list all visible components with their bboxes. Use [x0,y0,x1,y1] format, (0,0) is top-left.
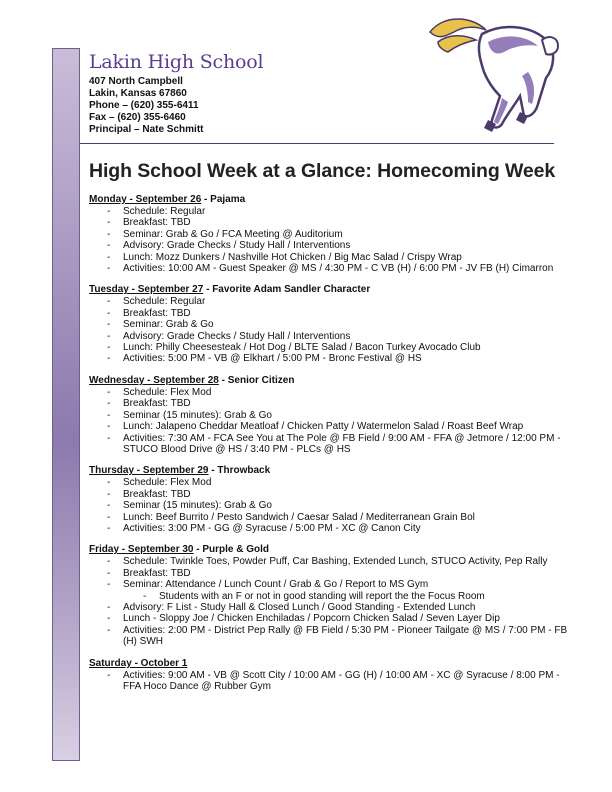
day-date: Thursday - September 29 [89,465,209,477]
list-item: - Seminar: Grab & Go / FCA Meeting @ Auditorium [89,229,569,240]
day-thursday [89,465,569,534]
list-item: - Schedule: Twinkle Toes, Powder Puff, Car Bashing, Extended Lunch, STUCO Activity, Pep Rally [89,556,569,567]
list-item: - Lunch: Philly Cheesesteak / Hot Dog / BLTE Salad / Bacon Turkey Avocado Club [89,342,569,353]
bronco-mascot-logo [424,12,560,136]
day-theme: - Senior Citizen [218,374,295,386]
day-heading [89,658,569,670]
address-phone: Phone – (620) 355-6411 [89,100,199,111]
address-street: 407 North Campbell [89,76,183,87]
list-item: - Lunch: Jalapeno Cheddar Meatloaf / Chicken Patty / Watermelon Salad / Roast Beef Wrap [89,421,569,432]
list-item: - Schedule: Flex Mod [89,477,569,488]
day-theme: - Pajama [201,194,246,205]
school-address-block [89,76,203,136]
day-friday [89,544,569,647]
list-subitem: - Students with an F or not in good standing will report the the Focus Room [89,591,569,602]
side-accent-bar [52,48,80,761]
list-item: - Advisory: Grade Checks / Study Hall / Interventions [89,240,569,251]
address-fax: Fax – (620) 355-6460 [89,112,186,123]
list-item: - Schedule: Flex Mod [89,387,569,398]
day-date: Friday - September 30 [89,544,194,556]
list-item: - Advisory: Grade Checks / Study Hall / Interventions [89,331,569,342]
list-item: - Activities: 10:00 AM - Guest Speaker @ MS / 4:30 PM - C VB (H) / 6:00 PM - JV FB (H) Cimarron [89,263,569,274]
list-item: - Activities: 5:00 PM - VB @ Elkhart / 5:00 PM - Bronc Festival @ HS [89,353,569,364]
day-date: Tuesday - September 27 [89,284,204,296]
address-principal: Principal – Nate Schmitt [89,124,204,135]
school-name: Lakin High School [89,51,264,73]
list-item: - Activities: 2:00 PM - District Pep Rally @ FB Field / 5:30 PM - Pioneer Tailgate @ MS / 7:00 PM - FB (H) SWH [89,625,569,648]
list-item: - Lunch: Beef Burrito / Pesto Sandwich / Caesar Salad / Mediterranean Grain Bol [89,512,569,523]
list-item: - Seminar: Attendance / Lunch Count / Grab & Go / Report to MS Gym [89,579,569,590]
list-item: - Activities: 7:30 AM - FCA See You at The Pole @ FB Field / 9:00 AM - FFA @ Jetmore / 12:00 PM - STUCO Blood Drive @ HS / 3:40 PM - PLCs @ HS [89,433,569,456]
list-item: - Seminar (15 minutes): Grab & Go [89,500,569,511]
list-item: - Breakfast: TBD [89,489,569,500]
day-theme: - Favorite Adam Sandler Character [203,284,371,296]
day-heading [89,194,569,206]
list-item: - Breakfast: TBD [89,308,569,319]
week-schedule [89,194,569,702]
list-item: - Lunch - Sloppy Joe / Chicken Enchiladas / Popcorn Chicken Salad / Seven Layer Dip [89,613,569,624]
list-item: - Activities: 3:00 PM - GG @ Syracuse / 5:00 PM - XC @ Canon City [89,523,569,534]
list-item: - Breakfast: TBD [89,568,569,579]
day-date: Saturday - October 1 [89,657,188,669]
day-heading [89,375,569,387]
header-divider [80,143,554,144]
day-heading [89,544,569,556]
day-wednesday [89,375,569,455]
day-tuesday [89,284,569,364]
day-date: Monday - September 26 [89,194,202,205]
list-item: - Lunch: Mozz Dunkers / Nashville Hot Chicken / Big Mac Salad / Crispy Wrap [89,252,569,263]
list-item: - Activities: 9:00 AM - VB @ Scott City / 10:00 AM - GG (H) / 10:00 AM - XC @ Syracuse / 8:00 PM - FFA Hoco Dance @ Rubber Gym [89,670,569,693]
day-theme: - Purple & Gold [193,544,270,556]
day-heading [89,465,569,477]
list-item: - Schedule: Regular [89,206,569,217]
list-item: - Seminar (15 minutes): Grab & Go [89,410,569,421]
day-date: Wednesday - September 28 [89,374,219,386]
list-item: - Advisory: F List - Study Hall & Closed Lunch / Good Standing - Extended Lunch [89,602,569,613]
day-heading [89,284,569,296]
list-item: - Seminar: Grab & Go [89,319,569,330]
list-item: - Breakfast: TBD [89,217,569,228]
address-city: Lakin, Kansas 67860 [89,88,187,99]
list-item: - Schedule: Regular [89,296,569,307]
list-item: - Breakfast: TBD [89,398,569,409]
day-monday [89,194,569,274]
day-saturday [89,658,569,693]
page-title: High School Week at a Glance: Homecoming Week [89,160,556,182]
day-theme: - Throwback [208,465,271,477]
